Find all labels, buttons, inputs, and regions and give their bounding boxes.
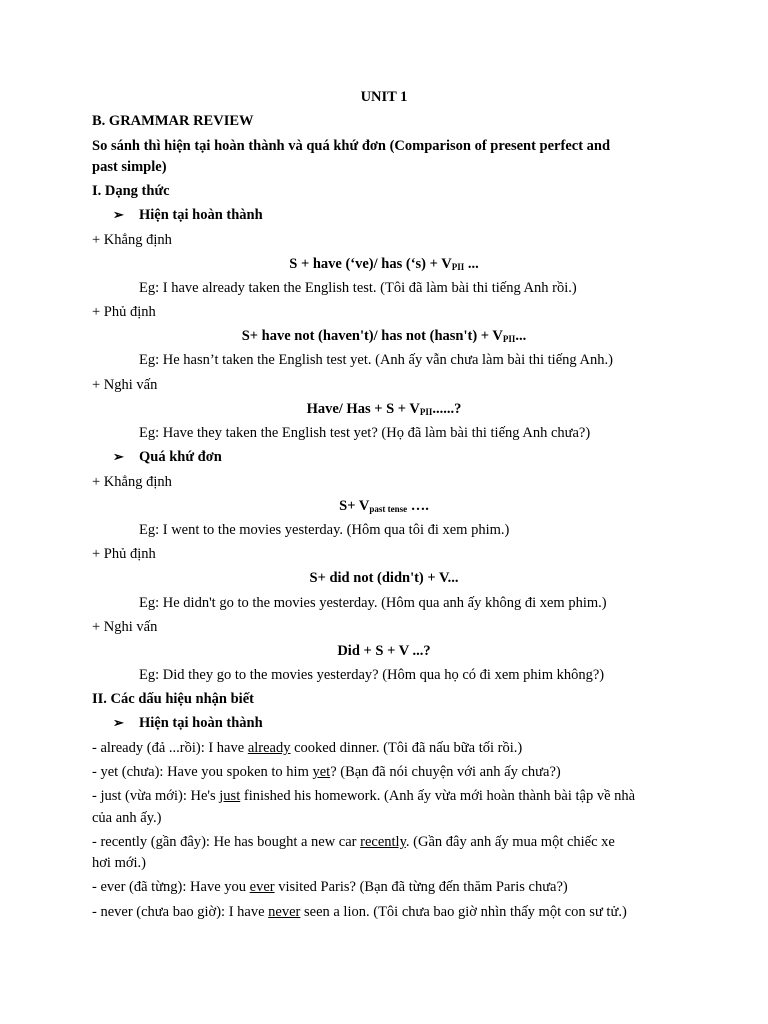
ps-negative-formula: S+ did not (didn't) + V... <box>309 570 459 586</box>
sign-recently-continued: hơi mới.) <box>92 855 146 871</box>
ps-interrogative-label: + Nghi vấn <box>92 619 158 635</box>
ps-negative-example: Eg: He didn't go to the movies yesterday. (Hôm qua anh ấy không đi xem phim.) <box>139 595 607 611</box>
pp-interrogative-label: + Nghi vấn <box>92 377 158 393</box>
present-perfect-heading: ➢ Hiện tại hoàn thành <box>113 207 263 223</box>
pp-negative-example: Eg: He hasn’t taken the English test yet. (Anh ấy vẫn chưa làm bài thi tiếng Anh.) <box>139 352 613 368</box>
part2-heading: II. Các dấu hiệu nhận biết <box>92 691 254 707</box>
pp-affirmative-label: + Khẳng định <box>92 232 172 248</box>
sign-ever: - ever (đã từng): Have you ever visited Paris? (Bạn đã từng đến thăm Paris chưa?) <box>92 879 568 895</box>
comparison-title-line2: past simple) <box>92 159 167 175</box>
ps-interrogative-formula: Did + S + V ...? <box>337 643 431 659</box>
comparison-title-line1: So sánh thì hiện tại hoàn thành và quá khứ đơn (Comparison of present perfect and <box>92 138 611 154</box>
pp-negative-formula: S+ have not (haven't)/ has not (hasn't) + $V_{PII}$... <box>241 328 527 344</box>
ps-negative-label: + Phủ định <box>92 546 156 562</box>
ps-affirmative-example: Eg: I went to the movies yesterday. (Hôm qua tôi đi xem phim.) <box>139 522 510 538</box>
pp-interrogative-example: Eg: Have they taken the English test yet? (Họ đã làm bài thi tiếng Anh chưa?) <box>139 425 591 441</box>
sign-just-continued: của anh ấy.) <box>92 810 162 826</box>
ps-affirmative-label: + Khẳng định <box>92 474 172 490</box>
sign-already: - already (đả ...rồi): I have already cooked dinner. (Tôi đã nấu bữa tối rồi.) <box>92 740 523 756</box>
sign-recently: - recently (gần đây): He has bought a new car recently. (Gần đây anh ấy mua một chiếc xe <box>92 834 615 850</box>
arrow-bullet-icon: ➢ <box>113 207 124 222</box>
arrow-bullet-icon: ➢ <box>113 715 124 730</box>
sign-never: - never (chưa bao giờ): I have never seen a lion. (Tôi chưa bao giờ nhìn thấy một con sư tử.) <box>92 904 627 920</box>
pp-negative-label: + Phủ định <box>92 304 156 320</box>
signs-present-perfect-heading: ➢ Hiện tại hoàn thành <box>113 715 263 731</box>
pp-interrogative-formula: Have/ Has + $S + V_{PII}$......? <box>306 401 462 417</box>
sign-yet: - yet (chưa): Have you spoken to him yet? (Bạn đã nói chuyện với anh ấy chưa?) <box>92 764 561 780</box>
past-simple-heading: ➢ Quá khứ đơn <box>113 449 222 465</box>
sign-just: - just (vừa mới): He's just finished his homework. (Anh ấy vừa mới hoàn thành bài tập về nhà <box>92 788 636 804</box>
arrow-bullet-icon: ➢ <box>113 449 124 464</box>
section-heading: B. GRAMMAR REVIEW <box>92 113 254 129</box>
pp-affirmative-formula: S + have (‘ve)/ has (‘s) + $V_{PII}$ ... <box>289 256 479 272</box>
part1-heading: I. Dạng thức <box>92 183 170 199</box>
unit-title: UNIT 1 <box>360 89 408 105</box>
ps-interrogative-example: Eg: Did they go to the movies yesterday? (Hôm qua họ có đi xem phim không?) <box>139 667 605 683</box>
pp-affirmative-example: Eg: I have already taken the English test. (Tôi đã làm bài thi tiếng Anh rồi.) <box>139 280 577 296</box>
ps-affirmative-formula: $S+ V_{past tense}$ …. <box>339 498 429 514</box>
